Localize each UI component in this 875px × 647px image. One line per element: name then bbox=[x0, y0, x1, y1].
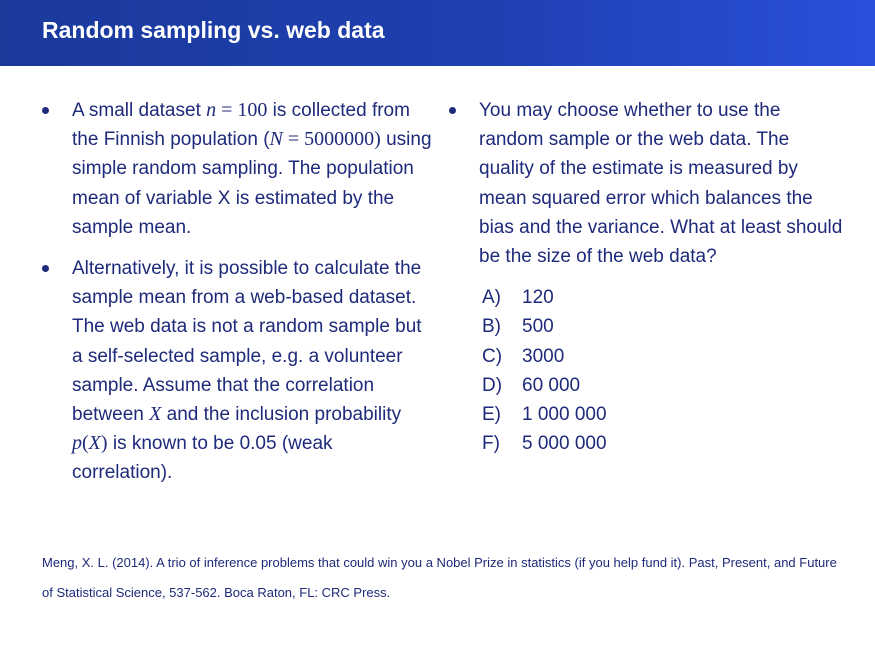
option-letter: C) bbox=[482, 345, 503, 367]
option-item bbox=[482, 400, 847, 429]
slide-title: Random sampling vs. web data bbox=[42, 17, 385, 43]
bullet-question bbox=[447, 96, 847, 271]
option-value: 60 000 bbox=[522, 374, 581, 396]
math-N: N bbox=[269, 128, 283, 151]
bullet-text: using simple random sampling. The population mean of variable X is estimated by the sample mean. bbox=[72, 129, 432, 238]
option-item bbox=[482, 342, 847, 371]
left-bullet-list bbox=[40, 96, 435, 488]
bullet-text: and the inclusion probability bbox=[161, 404, 402, 426]
option-letter: F) bbox=[482, 433, 500, 455]
option-letter: D) bbox=[482, 374, 503, 396]
bullet-text: Alternatively, it is possible to calculate the sample mean from a web-based dataset. The web data is not a random sample but a self-selected sample, e.g. a volunteer sample. Assume that the correlation between bbox=[72, 258, 422, 426]
bullet-dot bbox=[42, 265, 49, 272]
left-column bbox=[40, 96, 435, 500]
bullet-dot bbox=[449, 107, 456, 114]
bullet-text: is known to be 0.05 (weak correlation). bbox=[72, 433, 333, 484]
slide-header bbox=[0, 0, 875, 66]
option-item bbox=[482, 283, 847, 312]
option-value: 120 bbox=[522, 287, 554, 309]
option-letter: A) bbox=[482, 287, 501, 309]
math-paren-open: ( bbox=[82, 432, 89, 455]
math-X: X bbox=[88, 432, 101, 455]
math-p: p bbox=[72, 432, 82, 455]
math-paren-close: ) bbox=[100, 432, 108, 455]
bullet-text: is collected from the Finnish population ( bbox=[72, 100, 410, 151]
reference-citation: Meng, X. L. (2014). A trio of inference problems that could win you a Nobel Prize in statistics (if you help fund it). Past, Present, and Future of Statistical Science, 537-562. Boca Raton, FL: CRC Press. bbox=[42, 555, 837, 600]
bullet-dot bbox=[42, 107, 49, 114]
question-text: You may choose whether to use the random sample or the web data. The quality of the estimate is measured by mean squared error which balances the bias and the variance. What at least should be the size of the web data? bbox=[479, 100, 843, 268]
right-bullet-list bbox=[447, 96, 847, 271]
option-letter: E) bbox=[482, 404, 501, 426]
option-value: 1 000 000 bbox=[522, 404, 607, 426]
math-n-value: = 100 bbox=[216, 99, 268, 121]
option-value: 500 bbox=[522, 316, 554, 338]
option-item bbox=[482, 371, 847, 400]
right-column bbox=[447, 96, 847, 458]
math-n: n bbox=[206, 99, 217, 121]
math-N-value: = 5000000) bbox=[282, 128, 381, 151]
bullet-text: A small dataset bbox=[72, 100, 207, 121]
option-item bbox=[482, 312, 847, 341]
answer-options bbox=[447, 283, 847, 458]
math-X: X bbox=[149, 403, 162, 426]
option-value: 3000 bbox=[522, 345, 565, 367]
option-item bbox=[482, 429, 847, 458]
bullet-web-data bbox=[40, 254, 435, 488]
bullet-dataset bbox=[40, 96, 435, 242]
option-letter: B) bbox=[482, 316, 501, 338]
option-value: 5 000 000 bbox=[522, 433, 607, 455]
